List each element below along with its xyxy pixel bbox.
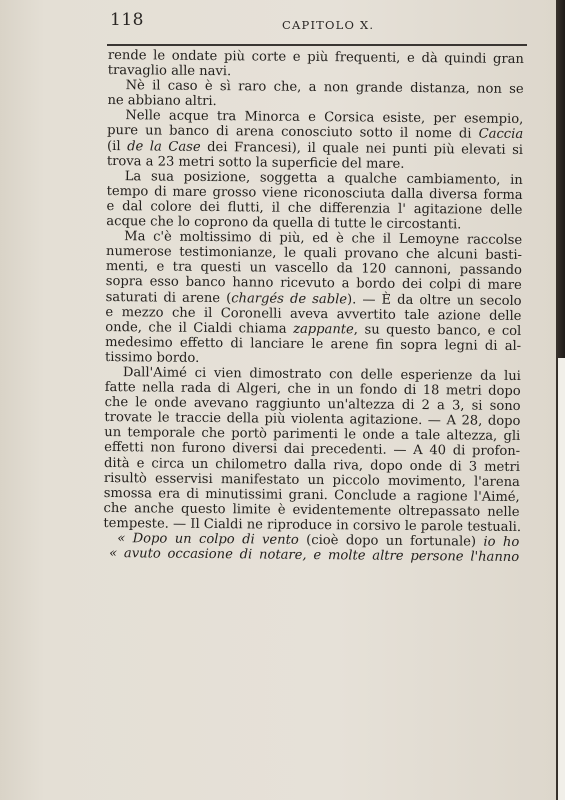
text-line: che anche questo limite è evidentemente oltrepassato nelle (103, 500, 520, 520)
text-line: numerose testimonianze, le quali provano che alcuni basti- (105, 244, 523, 264)
text-line: travaglio alle navi. (107, 63, 232, 80)
text-line: medesimo effetto di lanciare le arene fin sopra legni di al- (105, 334, 522, 354)
text-line: tissimo bordo. (104, 349, 200, 366)
text-line: e dal colore dei flutti, il che differenzia l' agitazione delle (106, 198, 523, 218)
text-line: tempo di mare grosso viene riconosciuta dalla diversa forma (106, 183, 523, 203)
text-line: saturati di arene (chargés de sable). — È da oltre un secolo (105, 289, 522, 309)
text-line: ne abbiano altri. (107, 93, 217, 110)
quote-line: « Dopo un colpo di vento (cioè dopo un fortunale) io ho (117, 531, 520, 550)
text-line: Dall'Aimé ci vien dimostrato con delle esperienze da lui (122, 365, 521, 384)
italic-term: zappante (293, 321, 354, 338)
text-line: Nelle acque tra Minorca e Corsica esiste, per esempio, (125, 108, 524, 128)
text-line: sopra esso banco hanno ricevuto a bordo dei colpi di mare (105, 274, 522, 294)
text-line: (il de la Case dei Francesi), il quale nei punti più elevati si (106, 138, 524, 158)
italic-term: chargés de sable (231, 290, 348, 307)
body-text (103, 48, 524, 565)
text-line: trovate le traccie della più violenta agitazione. — A 28, dopo (104, 410, 521, 430)
text-line: e mezzo che il Coronelli aveva avvertito tale azione delle (105, 304, 522, 324)
text-line: fatte nella rada di Algeri, che in un fondo di 18 metri dopo (104, 380, 521, 400)
text-line: Ma c'è moltissimo di più, ed è che il Lemoyne raccolse (124, 229, 523, 249)
text-line: acque che lo coprono da quella di tutte le circostanti. (106, 214, 462, 233)
text-line: effetti non furono diversi dai precedenti. — A 40 di profon- (104, 440, 521, 460)
text-line: smossa era di minutissimi grani. Conclude a ragione l'Aimé, (103, 485, 520, 505)
text-line: La sua posizione, soggetta a qualche cambiamento, in (124, 168, 523, 188)
text-line: tempeste. — Il Cialdi ne riproduce in corsivo le parole testuali. (103, 515, 522, 535)
running-title: CAPITOLO X. (282, 18, 375, 32)
italic-term: de la Case (127, 138, 201, 155)
text-line: che le onde avevano raggiunto un'altezza di 2 a 3, si sono (104, 395, 521, 415)
text-line: pure un banco di arena conosciuto sotto il nome di Caccia (107, 123, 524, 143)
header-rule (107, 44, 527, 46)
text-line: risultò esservisi manifestato un piccolo movimento, l'arena (103, 470, 520, 490)
text-line: un temporale che portò parimenti le onde a tale altezza, gli (104, 425, 521, 445)
text-line: rende le ondate più corte e più frequenti, e dà quindi gran (107, 48, 524, 67)
scan-edge-patch (558, 358, 565, 800)
page-number: 118 (110, 10, 144, 30)
text-line: onde, che il Cialdi chiama zappante, su questo banco, e col (105, 319, 522, 339)
italic-term: Caccia (478, 127, 524, 143)
text-line: menti, e tra questi un vascello da 120 cannoni, passando (105, 259, 522, 279)
text-line: Nè il caso è sì raro che, a non grande distanza, non se (125, 78, 524, 98)
text-line: trova a 23 metri sotto la superficie del mare. (106, 153, 405, 172)
quote-line: « avuto occasione di notare, e molte altre persone l'hanno (109, 546, 520, 566)
text-line: dità e circa un chilometro dalla riva, dopo onde di 3 metri (103, 455, 521, 475)
